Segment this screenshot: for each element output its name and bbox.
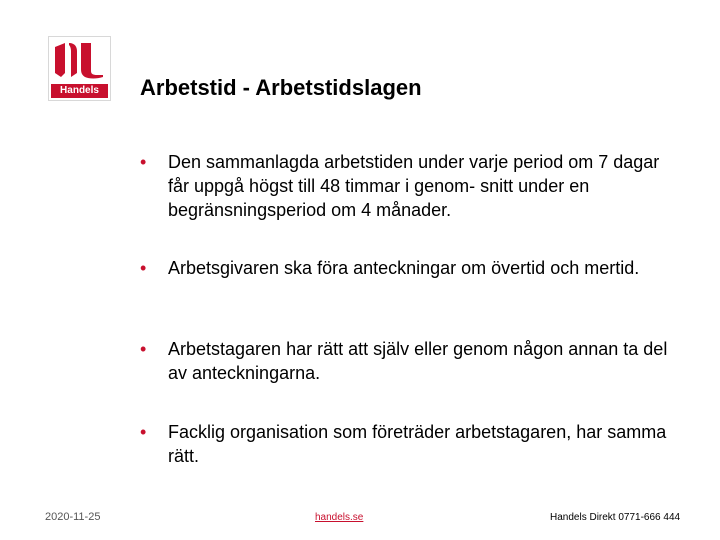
handels-logo-icon [49, 37, 110, 85]
bullet-item [140, 256, 639, 280]
bullet-item [140, 150, 680, 222]
bullet-dot-icon: • [140, 422, 147, 442]
bullet-item [140, 337, 680, 385]
bullet-dot-icon: • [140, 258, 147, 278]
bullet-text: Facklig organisation som företräder arbetstagaren, har samma rätt. [168, 422, 667, 466]
bullet-dot-icon: • [140, 339, 147, 359]
bullet-text: Den sammanlagda arbetstiden under varje period om 7 dagar får uppgå högst till 48 timmar i genom- snitt under en begränsningsperiod om 4 månader. [168, 152, 660, 220]
footer-date: 2020-11-25 [45, 511, 101, 523]
bullet-text: Arbetsgivaren ska föra anteckningar om övertid och mertid. [168, 258, 640, 278]
footer-phone: Handels Direkt 0771-666 444 [550, 512, 681, 523]
bullet-dot-icon: • [140, 152, 147, 172]
handels-logo [48, 36, 111, 101]
bullet-text: Arbetstagaren har rätt att själv eller genom någon annan ta del av anteckningarna. [168, 339, 668, 383]
logo-text: Handels [51, 84, 108, 98]
footer-website-link[interactable]: handels.se [315, 512, 364, 523]
bullet-item [140, 420, 680, 468]
page-title: Arbetstid - Arbetstidslagen [140, 75, 422, 100]
